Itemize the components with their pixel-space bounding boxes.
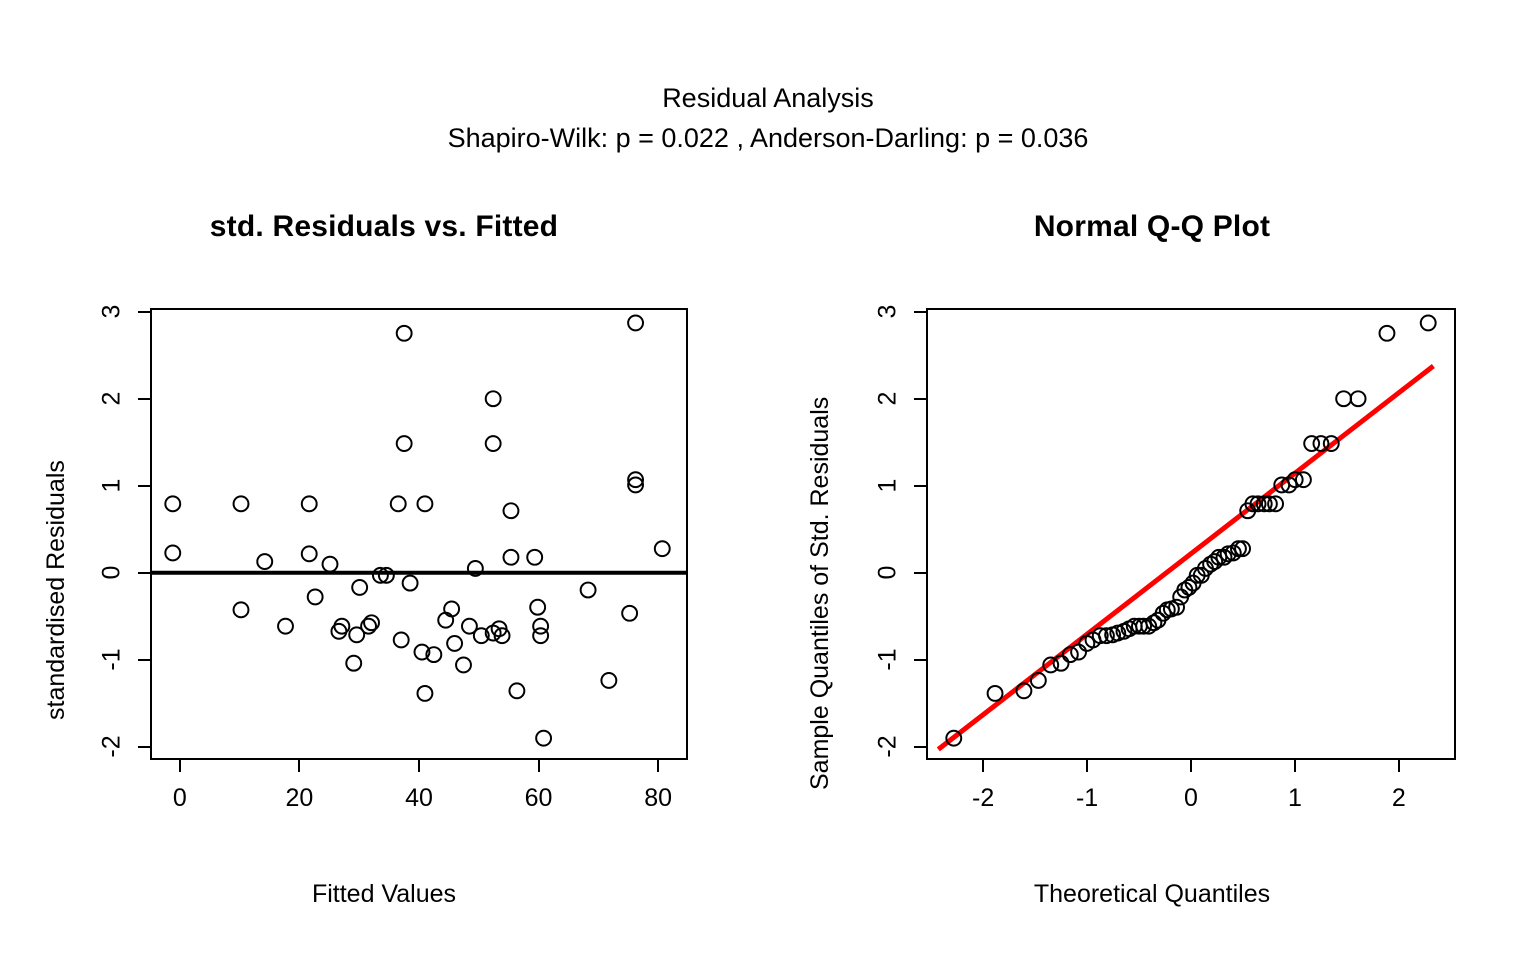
- data-point: [622, 606, 637, 621]
- data-point: [1031, 673, 1046, 688]
- scatter-points-left: [152, 310, 686, 758]
- x-tick-mark: [1398, 760, 1400, 772]
- data-point: [504, 503, 519, 518]
- x-tick-mark: [538, 760, 540, 772]
- y-tick-mark: [914, 311, 926, 313]
- x-tick-label: -2: [972, 784, 995, 812]
- data-point: [444, 602, 459, 617]
- x-tick-label: 60: [524, 784, 553, 812]
- suptitle-line-1: Residual Analysis: [662, 83, 874, 113]
- y-tick-label: 3: [873, 304, 902, 319]
- y-tick-mark: [914, 572, 926, 574]
- data-point: [504, 550, 519, 565]
- data-point: [165, 546, 180, 561]
- data-point: [403, 576, 418, 591]
- x-tick-label: 0: [172, 784, 187, 812]
- y-axis-label-left: standardised Residuals: [42, 460, 70, 720]
- data-point: [601, 673, 616, 688]
- data-point: [234, 496, 249, 511]
- x-tick-label: 2: [1391, 784, 1406, 812]
- x-tick-mark: [657, 760, 659, 772]
- data-point: [308, 589, 323, 604]
- data-point: [447, 636, 462, 651]
- data-point: [1351, 391, 1366, 406]
- data-point: [1071, 645, 1086, 660]
- figure-suptitle: [0, 78, 1536, 158]
- data-point: [456, 658, 471, 673]
- x-tick-mark: [298, 760, 300, 772]
- data-point: [417, 496, 432, 511]
- x-tick-mark: [418, 760, 420, 772]
- y-tick-mark: [138, 572, 150, 574]
- data-point: [278, 619, 293, 634]
- data-point: [334, 619, 349, 634]
- x-tick-label: 1: [1287, 784, 1302, 812]
- data-point: [527, 550, 542, 565]
- y-tick-label: 0: [873, 565, 902, 580]
- data-point: [486, 391, 501, 406]
- reference-line: [938, 366, 1433, 749]
- data-point: [1336, 391, 1351, 406]
- data-point: [486, 436, 501, 451]
- x-tick-label: 20: [285, 784, 314, 812]
- y-tick-label: -2: [873, 735, 902, 758]
- y-tick-label: 2: [873, 391, 902, 406]
- y-tick-label: -1: [97, 648, 126, 671]
- x-tick-label: -1: [1075, 784, 1099, 812]
- data-point: [536, 731, 551, 746]
- data-point: [655, 541, 670, 556]
- plot-area-left: [150, 308, 688, 760]
- data-point: [509, 683, 524, 698]
- y-tick-label: 2: [97, 391, 126, 406]
- y-tick-mark: [914, 659, 926, 661]
- data-point: [628, 315, 643, 330]
- y-tick-mark: [138, 659, 150, 661]
- data-point: [364, 615, 379, 630]
- data-point: [323, 557, 338, 572]
- data-point: [1380, 326, 1395, 341]
- x-tick-label: 80: [644, 784, 673, 812]
- data-point: [394, 633, 409, 648]
- data-point: [302, 496, 317, 511]
- y-tick-mark: [914, 485, 926, 487]
- data-point: [302, 546, 317, 561]
- y-tick-mark: [138, 311, 150, 313]
- data-point: [581, 583, 596, 598]
- data-point: [257, 554, 272, 569]
- y-tick-mark: [138, 485, 150, 487]
- x-axis-label-left: Fitted Values: [311, 880, 457, 908]
- x-tick-mark: [982, 760, 984, 772]
- plot-area-right: [926, 308, 1456, 760]
- data-point: [397, 326, 412, 341]
- data-point: [988, 686, 1003, 701]
- y-axis-label-right: Sample Quantiles of Std. Residuals: [806, 396, 834, 790]
- data-point: [1421, 315, 1436, 330]
- panel-title-right: Normal Q-Q Plot: [1033, 210, 1271, 243]
- panel-title-left: std. Residuals vs. Fitted: [209, 210, 559, 243]
- scatter-points-right: [928, 310, 1454, 758]
- x-tick-mark: [1086, 760, 1088, 772]
- x-tick-mark: [1294, 760, 1296, 772]
- suptitle-line-2: Shapiro-Wilk: p = 0.022 , Anderson-Darling: p = 0.036: [447, 123, 1089, 153]
- x-axis-label-right: Theoretical Quantiles: [1033, 880, 1271, 908]
- y-tick-label: 1: [97, 478, 126, 493]
- y-tick-label: 0: [97, 565, 126, 580]
- y-tick-label: 1: [873, 478, 902, 493]
- x-tick-mark: [179, 760, 181, 772]
- data-point: [417, 686, 432, 701]
- y-tick-label: -1: [873, 648, 902, 671]
- x-tick-label: 40: [405, 784, 433, 812]
- y-tick-mark: [138, 398, 150, 400]
- y-tick-label: 3: [97, 304, 126, 319]
- y-tick-label: -2: [97, 735, 126, 758]
- y-tick-mark: [914, 746, 926, 748]
- data-point: [391, 496, 406, 511]
- data-point: [352, 580, 367, 595]
- data-point: [234, 602, 249, 617]
- data-point: [165, 496, 180, 511]
- x-tick-label: 0: [1184, 784, 1198, 812]
- y-tick-mark: [138, 746, 150, 748]
- data-point: [533, 628, 548, 643]
- data-point: [346, 656, 361, 671]
- data-point: [438, 613, 453, 628]
- y-tick-mark: [914, 398, 926, 400]
- x-tick-mark: [1190, 760, 1192, 772]
- normal-qq-panel: [768, 180, 1536, 940]
- data-point: [1054, 656, 1069, 671]
- data-point: [530, 600, 545, 615]
- residuals-vs-fitted-panel: [0, 180, 768, 940]
- data-point: [397, 436, 412, 451]
